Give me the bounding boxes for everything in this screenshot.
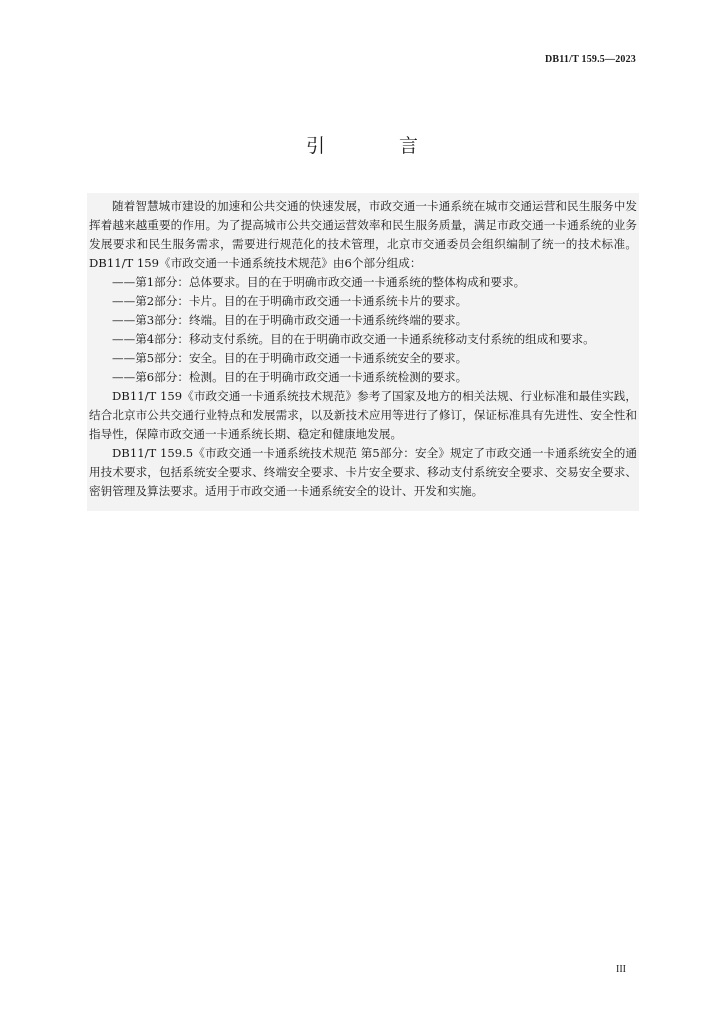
list-item-part-4: ——第4部分：移动支付系统。目的在于明确市政交通一卡通系统移动支付系统的组成和要求。 [112,332,595,346]
list-item-part-2: ——第2部分：卡片。目的在于明确市政交通一卡通系统卡片的要求。 [112,294,468,308]
list-item-part-3: ——第3部分：终端。目的在于明确市政交通一卡通系统终端的要求。 [112,313,468,327]
page-title: 引 言 [305,135,453,157]
list-item-part-5: ——第5部分：安全。目的在于明确市政交通一卡通系统安全的要求。 [112,351,468,365]
scope-paragraph: DB11/T 159.5《市政交通一卡通系统技术规范 第5部分：安全》规定了市政交通一卡通系统安全的通用技术要求，包括系统安全要求、终端安全要求、卡片安全要求、移动支付系统安全要求、交易安全要求、密钥管理及算法要求。适用于市政交通一卡通系统安全的设计、开发和实施。 [89,446,637,498]
standard-code: DB11/T 159.5—2023 [544,54,636,65]
intro-paragraph: 随着智慧城市建设的加速和公共交通的快速发展，市政交通一卡通系统在城市交通运营和民生服务中发挥着越来越重要的作用。为了提高城市公共交通运营效率和民生服务质量，满足市政交通一卡通系统的业务发展要求和民生服务需求，需要进行规范化的技术管理，北京市交通委员会组织编制了统一的技术标准。DB11/T 159《市政交通一卡通系统技术规范》由6个部分组成： [89,199,637,270]
body-content [87,193,639,511]
list-item-part-1: ——第1部分：总体要求。目的在于明确市政交通一卡通系统的整体构成和要求。 [112,275,526,289]
references-paragraph: DB11/T 159《市政交通一卡通系统技术规范》参考了国家及地方的相关法规、行业标准和最佳实践，结合北京市公共交通行业特点和发展需求，以及新技术应用等进行了修订，保证标准具有先进性、安全性和指导性，保障市政交通一卡通系统长期、稳定和健康地发展。 [89,389,637,441]
page-number: III [616,964,626,975]
list-item-part-6: ——第6部分：检测。目的在于明确市政交通一卡通系统检测的要求。 [112,370,468,384]
